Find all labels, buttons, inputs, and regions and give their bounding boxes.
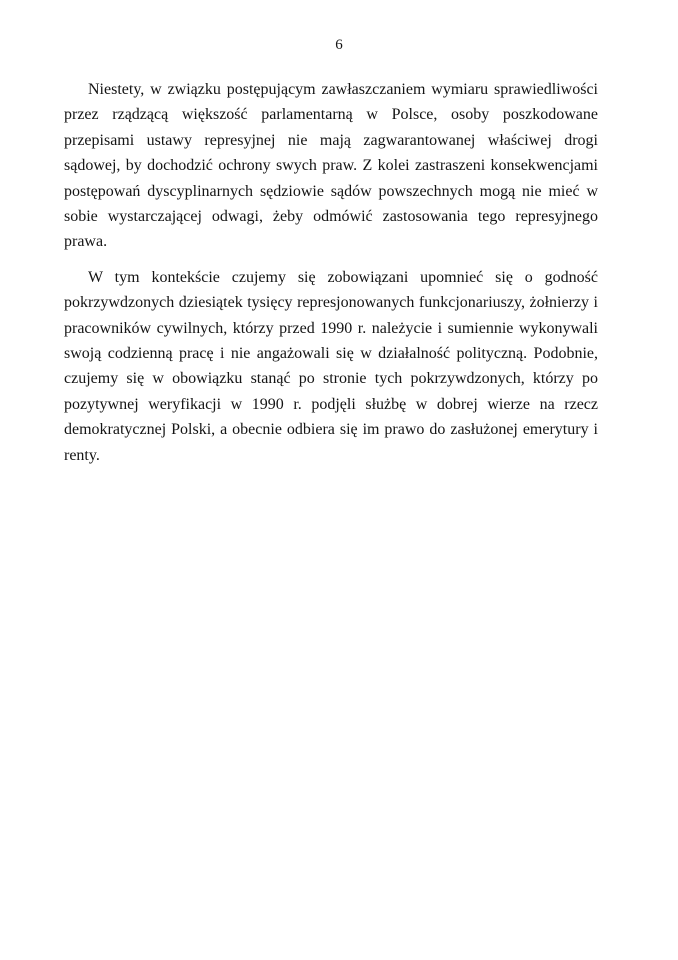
paragraph: Niestety, w związku postępującym zawłaszczaniem wymiaru sprawiedliwości przez rządzącą większość parlamentarną w Polsce, osoby poszkodowane przepisami ustawy represyjnej nie mają zagwarantowanej właściwej drogi sądowej, by dochodzić ochrony swych praw. Z kolei zastraszeni konsekwencjami postępowań dyscyplinarnych sędziowie sądów powszechnych mogą nie mieć w sobie wystarczającej odwagi, żeby odmówić zastosowania tego represyjnego prawa. [64,81,598,251]
paragraph: W tym kontekście czujemy się zobowiązani upomnieć się o godność pokrzywdzonych dziesiątek tysięcy represjonowanych funkcjonariuszy, żołnierzy i pracowników cywilnych, którzy przed 1990 r. należycie i sumiennie wykonywali swoją codzienną pracę i nie angażowali się w działalność polityczną. Podobnie, czujemy się w obowiązku stanąć po stronie tych pokrzywdzonych, którzy po pozytywnej weryfikacji w 1990 r. podjęli służbę w dobrej wierze na rzecz demokratycznej Polski, a obecnie odbiera się im prawo do zasłużonej emerytury i renty. [64,268,598,464]
page-number: 6 [335,37,343,53]
document-body [64,77,598,478]
